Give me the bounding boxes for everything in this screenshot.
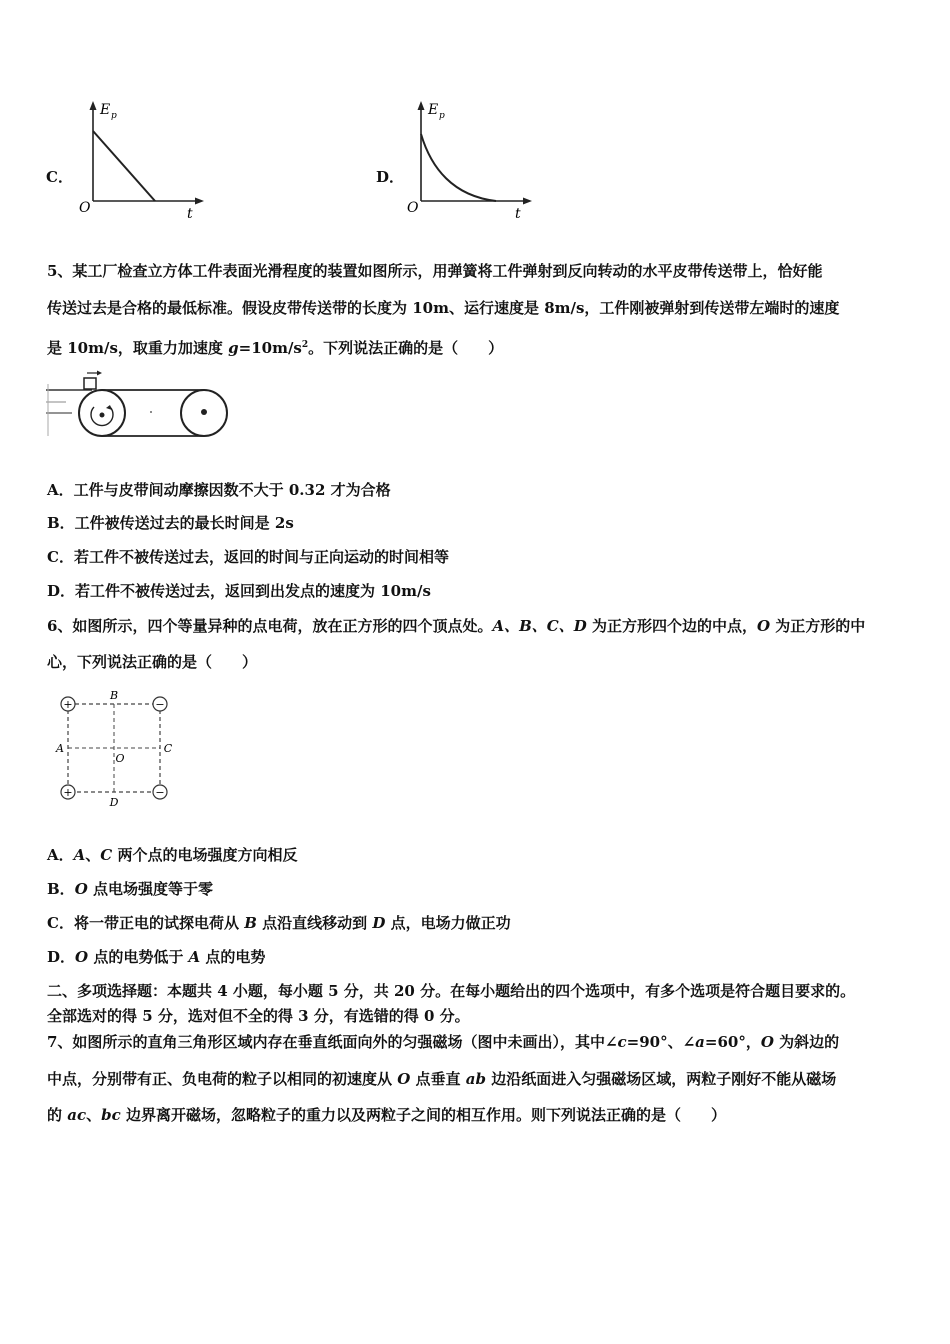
q6-option-a-v2: C xyxy=(100,846,113,864)
q6-option-a-sep: 、 xyxy=(85,846,101,864)
q7-line-1-pre: 7、如图所示的直角三角形区域内存在垂直纸面向外的匀强磁场（图中未画出），其中∠ xyxy=(47,1033,618,1051)
label-b: B xyxy=(109,689,119,702)
q6-option-c-text1: 将一带正电的试探电荷从 xyxy=(73,914,245,932)
q6-option-d-text2: 点的电势 xyxy=(200,948,266,966)
charge-bottom-right-sign: − xyxy=(155,786,165,799)
q6-line-2: 心，下列说法正确的是（ ） xyxy=(47,653,258,671)
q6-option-a-label: A． xyxy=(47,846,74,864)
q6-points: A、B、C、D xyxy=(492,617,587,635)
q5-line-1: 5、某工厂检查立方体工件表面光滑程度的装置如图所示，用弹簧将工件弹射到反向转动的水平皮带传送带上，恰好能 xyxy=(47,262,823,280)
q6-option-c xyxy=(47,913,511,933)
q5-option-b: B．工件被传送过去的最长时间是 2s xyxy=(47,514,294,532)
q6-line-1-pre: 6、如图所示，四个等量异种的点电荷，放在正方形的四个顶点处。 xyxy=(47,617,493,635)
q6-option-c-text2: 点沿直线移动到 xyxy=(256,914,373,932)
q7-angle-c: c xyxy=(617,1033,627,1051)
q6-option-c-v1: B xyxy=(244,914,257,932)
q7-line-2-post: 边沿纸面进入匀强磁场区域，两粒子刚好不能从磁场 xyxy=(485,1070,837,1088)
graph-c-y-label: E xyxy=(100,102,111,118)
charge-bottom-left-sign: + xyxy=(63,786,73,799)
q6-option-b xyxy=(47,879,213,899)
q7-bc: bc xyxy=(101,1106,121,1124)
q7-angle-a: a xyxy=(695,1033,705,1051)
q7-ab: ab xyxy=(465,1070,486,1088)
option-c-label: C． xyxy=(46,168,73,186)
q5-line-2: 传送过去是合格的最低标准。假设皮带传送带的长度为 10m、运行速度是 8m/s，工件刚被弹射到传送带左端时的速度 xyxy=(47,299,840,317)
q7-line-1-post: 为斜边的 xyxy=(773,1033,840,1051)
q6-option-c-v2: D xyxy=(372,914,386,932)
graph-d-origin: O xyxy=(407,200,419,216)
q6-option-b-text: 点电场强度等于零 xyxy=(87,880,213,898)
graph-c-x-arrow xyxy=(195,198,204,205)
graph-d xyxy=(398,98,538,223)
q6-option-b-v1: O xyxy=(74,880,88,898)
label-d: D xyxy=(109,796,119,809)
q5-line-3-sup: 2 xyxy=(301,340,309,350)
q6-line-1-mid: 为正方形四个边的中点， xyxy=(586,617,757,635)
graph-c-origin: O xyxy=(79,200,91,216)
q7-line-2 xyxy=(47,1069,836,1089)
graph-c-y-arrow xyxy=(90,101,97,110)
charge-top-right-sign: − xyxy=(155,698,165,711)
q5-option-c: C．若工件不被传送过去，返回的时间与正向运动的时间相等 xyxy=(47,548,449,566)
q6-option-d-text1: 点的电势低于 xyxy=(88,948,189,966)
q7-line-1-mid: =90°、∠ xyxy=(626,1033,696,1051)
q6-option-a-v1: A xyxy=(73,846,86,864)
q6-option-c-label: C． xyxy=(47,914,74,932)
q6-option-a-text: 两个点的电场强度方向相反 xyxy=(112,846,298,864)
q6-option-d xyxy=(47,947,265,967)
graph-d-y-label: E xyxy=(428,102,439,118)
q7-ac: ac xyxy=(67,1106,87,1124)
q7-line-3-post: 边界离开磁场，忽略粒子的重力以及两粒子之间的相互作用。则下列说法正确的是（ ） xyxy=(120,1106,726,1124)
q5-option-d: D．若工件不被传送过去，返回到出发点的速度为 10m/s xyxy=(47,582,431,600)
q6-option-c-text3: 点，电场力做正功 xyxy=(385,914,511,932)
graph-c xyxy=(70,98,210,223)
q7-line-3 xyxy=(47,1105,726,1125)
section-2-line-1: 二、多项选择题：本题共 4 小题，每小题 5 分，共 20 分。在每小题给出的四个选项中，有多个选项是符合题目要求的。 xyxy=(47,982,856,1000)
q5-line-3-post: 。下列说法正确的是（ ） xyxy=(308,339,504,357)
q6-option-d-label: D． xyxy=(47,948,76,966)
q7-line-2-o: O xyxy=(397,1070,411,1088)
q5-g-symbol: g xyxy=(228,339,239,357)
q6-option-a xyxy=(47,845,297,865)
graph-d-x-label: t xyxy=(515,206,521,222)
q7-line-3-pre: 的 xyxy=(47,1106,68,1124)
charge-square-figure xyxy=(50,686,185,811)
graph-d-curve xyxy=(421,134,496,201)
graph-c-x-label: t xyxy=(187,206,193,222)
q7-line-2-pre: 中点，分别带有正、负电荷的粒子以相同的初速度从 xyxy=(47,1070,398,1088)
graph-c-line xyxy=(93,131,155,201)
q7-line-2-mid: 点垂直 xyxy=(410,1070,466,1088)
workpiece-block xyxy=(84,378,96,389)
graph-d-y-arrow xyxy=(418,101,425,110)
q5-line-3 xyxy=(47,335,503,358)
q5-option-a: A．工件与皮带间动摩擦因数不大于 0.32 才为合格 xyxy=(47,481,391,499)
q6-option-d-v2: A xyxy=(188,948,201,966)
q6-o: O xyxy=(756,617,771,635)
q6-option-b-label: B． xyxy=(47,880,75,898)
graph-d-x-arrow xyxy=(523,198,532,205)
graph-c-y-sub: p xyxy=(111,111,117,121)
q5-line-3-mid: =10m/s xyxy=(238,339,302,357)
section-2-line-2: 全部选对的得 5 分，选对但不全的得 3 分，有选错的得 0 分。 xyxy=(47,1007,470,1025)
charge-top-left-sign: + xyxy=(63,698,73,711)
q6-option-d-v1: O xyxy=(75,948,89,966)
q7-line-3-sep: 、 xyxy=(86,1106,102,1124)
option-d-label: D． xyxy=(376,168,405,186)
q7-o: O xyxy=(760,1033,774,1051)
label-o: O xyxy=(115,752,125,765)
conveyor-belt-figure xyxy=(44,366,234,446)
graph-d-y-sub: p xyxy=(439,111,445,121)
q6-line-1-post: 为正方形的中 xyxy=(770,617,866,635)
q7-line-1 xyxy=(47,1032,839,1052)
q5-line-3-pre: 是 10m/s，取重力加速度 xyxy=(47,339,229,357)
q7-line-1-mid2: =60°， xyxy=(704,1033,761,1051)
q6-line-1 xyxy=(47,616,865,636)
label-c: C xyxy=(163,742,173,755)
label-a: A xyxy=(56,742,64,755)
